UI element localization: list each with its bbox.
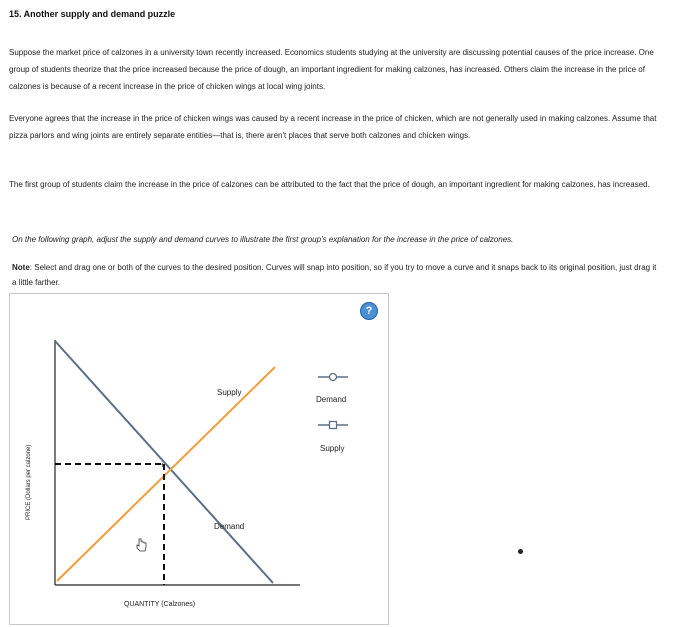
supply-curve-label: Supply (217, 388, 242, 397)
paragraph-context: Suppose the market price of calzones in a university town recently increased. Economics students studying at the university are discussing potential causes of the price increase. One group of students theorize that the price increased because the price of dough, an important ingredient for making calzones, has increased. Others claim the increase in the price of calzones is because of a recent increase in the price of chicken wings at local wing joints. (9, 48, 654, 91)
demand-curve-label: Demand (214, 522, 245, 531)
legend-demand-label: Demand (316, 395, 347, 404)
paragraph-chicken-wings: Everyone agrees that the increase in the price of chicken wings was caused by a recent increase in the price of chicken, which are not generally used in making calzones. Assume that pizza parlors and wing joints are entirely separate entities—that is, there aren't places that serve both calzones and chicken wings. (9, 114, 657, 140)
graph-instruction: On the following graph, adjust the supply and demand curves to illustrate the first group's explanation for the increase in the price of calzones. (12, 235, 514, 244)
legend-supply-label: Supply (320, 444, 345, 453)
cursor-dot (518, 549, 523, 554)
legend-supply-tool[interactable] (318, 422, 348, 429)
paragraph-first-group: The first group of students claim the increase in the price of calzones can be attributed to the fact that the price of dough, an important ingredient for making calzones, has increased. (9, 180, 650, 189)
note-label: Note (12, 263, 30, 272)
hand-cursor-icon (137, 539, 146, 551)
equilibrium-marker: + (160, 460, 166, 470)
note-text: : Select and drag one or both of the curves to the desired position. Curves will snap into position, so if you try to move a curve and it snaps back to its original position, just drag it a little farther. (12, 263, 657, 287)
question-title: 15. Another supply and demand puzzle (9, 9, 176, 19)
help-icon[interactable]: ? (360, 302, 378, 320)
x-axis-label: QUANTITY (Calzones) (124, 601, 196, 608)
legend-demand-tool[interactable] (318, 374, 348, 381)
y-axis-label: PRICE (Dollars per calzone) (26, 444, 32, 520)
